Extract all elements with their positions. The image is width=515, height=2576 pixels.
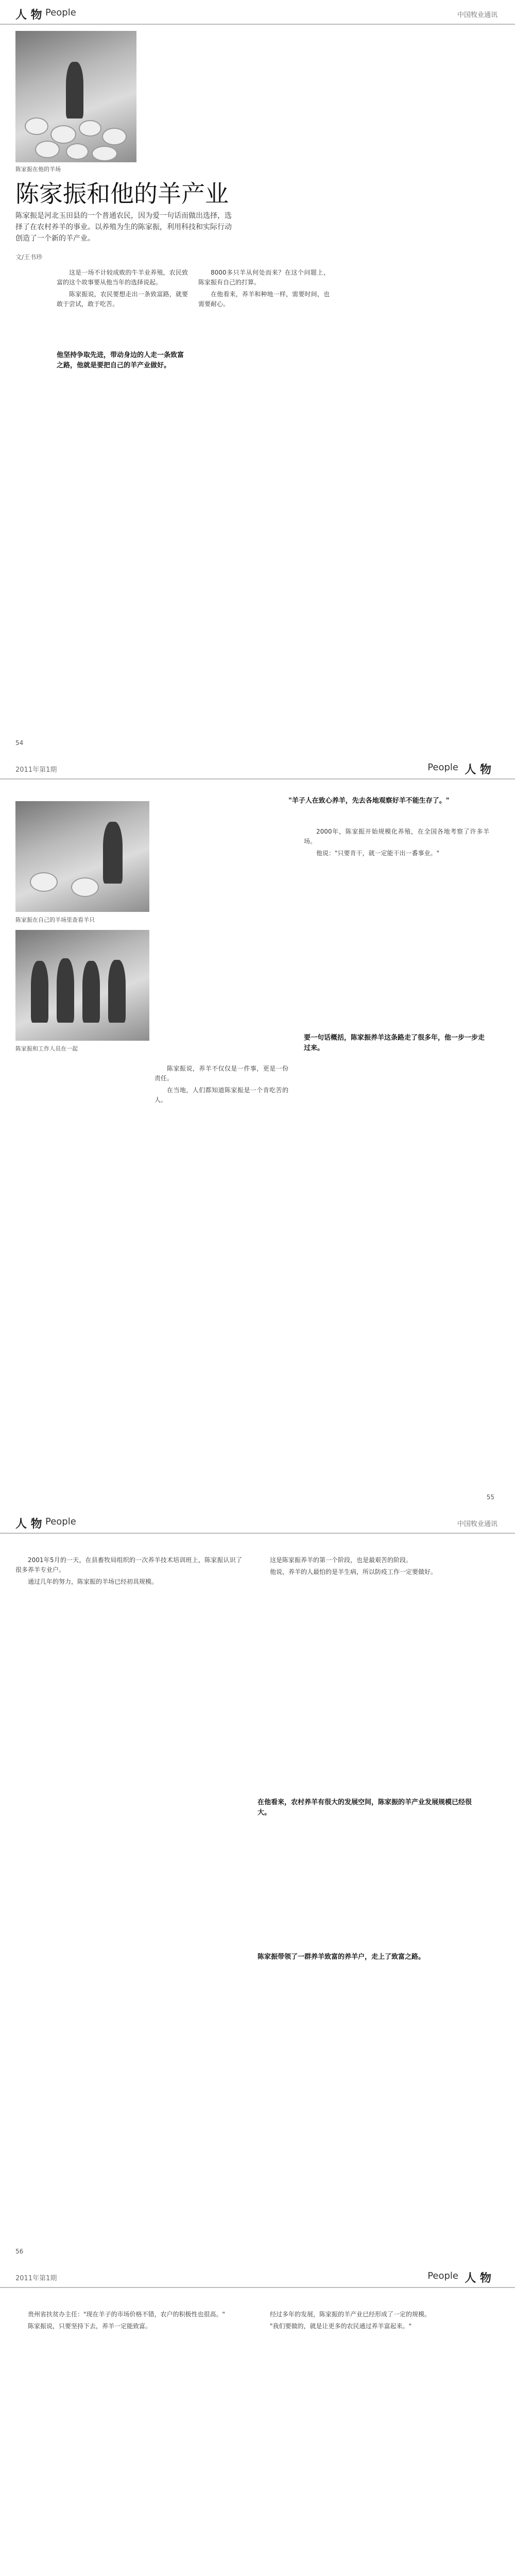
article-column-2: [258, 1555, 484, 1579]
paragraph: 2001年5月的一天，在县畜牧局组织的一次养羊技术培训班上，陈家振认识了很多养羊专业户。: [15, 1556, 242, 1573]
article-column-1: [15, 2310, 242, 2333]
section-subhead-2: 陈家振带领了一群养羊致富的养羊户，走上了致富之路。: [258, 1953, 425, 1961]
page-55: [0, 755, 515, 1509]
section-subhead-1: 在他看来，农村养羊有很大的发展空间，陈家振的羊产业发展规模已经很大。: [258, 1799, 472, 1817]
article-title: 陈家振和他的羊产业: [15, 180, 229, 208]
issue-label: 2011年第1期: [15, 766, 57, 774]
page-56: [0, 1509, 515, 2263]
article-column-2: [258, 2310, 484, 2333]
paragraph: 经过多年的发展，陈家振的羊产业已经形成了一定的规模。: [270, 2311, 431, 2318]
section-title-en: People: [427, 762, 458, 773]
page-header: [0, 2263, 515, 2288]
paragraph: 他说："只要肯干，就一定能干出一番事业。": [316, 850, 440, 857]
page-54: [0, 0, 515, 755]
section-subhead: 要一句话概括，陈家振养羊这条路走了很多年，他一步一步走过来。: [304, 1034, 485, 1052]
page-header: [0, 755, 515, 779]
section-title-cn: 人 物: [15, 9, 42, 22]
paragraph: 贵州省扶贫办主任："现在羊子的市场价格不错，农户的积极性也很高。": [28, 2311, 226, 2318]
publication-name: 中国牧业通讯: [457, 1520, 497, 1528]
paragraph: 陈家振说，养羊不仅仅是一件事，更是一份责任。: [154, 1065, 288, 1082]
page-number: 55: [486, 1494, 494, 1501]
group-photo: [15, 930, 149, 1041]
highlight-subhead: 他坚持争取先进，带动身边的人走一条致富之路，他就是要把自己的羊产业做好。: [57, 351, 184, 369]
photo-caption-1: 陈家振在自己的羊场里查看羊只: [15, 917, 95, 923]
paragraph: 陈家振说，只要坚持下去，养羊一定能致富。: [28, 2323, 152, 2330]
article-column-1: [15, 1555, 242, 1589]
article-column-left: [154, 1064, 288, 1107]
byline: 文/王书珍: [15, 253, 43, 261]
article-lead: 陈家振是河北玉田县的一个普通农民，因为爱一句话而做出选择，选择了在农村养羊的事业。以养殖为生的陈家振，利用科技和实际行动创造了一个新的羊产业。: [15, 212, 232, 243]
issue-label: 2011年第1期: [15, 2275, 57, 2282]
publication-name: 中国牧业通讯: [457, 11, 497, 19]
pull-quote: "羊子人在致心养羊，先去各地观察好羊不能生存了。": [288, 797, 450, 805]
page-57: [0, 2263, 515, 2576]
page-header: [0, 0, 515, 25]
article-column-1: [57, 268, 188, 311]
section-title-en: People: [45, 1516, 76, 1527]
sheep-farm-photo: [15, 31, 136, 162]
article-column-right: [304, 827, 489, 860]
page-number: 54: [15, 739, 24, 747]
section-title-en: People: [427, 2270, 458, 2281]
page-header: [0, 1509, 515, 1534]
photo-caption-2: 陈家振和工作人员在一起: [15, 1045, 78, 1052]
paragraph: 这是陈家振养羊的第一个阶段，也是最艰苦的阶段。: [270, 1556, 413, 1564]
paragraph: 陈家振说，农民要想走出一条致富路，就要敢于尝试，敢于吃苦。: [57, 291, 188, 308]
section-title-cn: 人 物: [465, 764, 491, 776]
page-number: 56: [15, 2248, 24, 2255]
section-title-cn: 人 物: [465, 2272, 491, 2285]
section-title-cn: 人 物: [15, 1518, 42, 1531]
paragraph: 他说，养羊的人最怕的是羊生病，所以防疫工作一定要做好。: [270, 1568, 437, 1575]
paragraph: 通过几年的努力，陈家振的羊场已经初具规模。: [28, 1578, 158, 1585]
article-column-2: [198, 268, 330, 311]
paragraph: "我们要做的，就是让更多的农民通过养羊富起来。": [270, 2323, 412, 2330]
paragraph: 这是一场不计较成败的牛羊业养殖，农民致富的这个故事要从他当年的选择说起。: [57, 269, 188, 286]
photo-caption: 陈家振在他的羊场: [15, 166, 61, 173]
paragraph: 在他看来，养羊和种地一样，需要时间，也需要耐心。: [198, 291, 330, 308]
paragraph: 2000年，陈家振开始规模化养殖，在全国各地考察了许多羊场。: [304, 828, 489, 845]
farm-inspection-photo: [15, 801, 149, 912]
paragraph: 在当地，人们都知道陈家振是一个肯吃苦的人。: [154, 1087, 288, 1104]
section-title-en: People: [45, 7, 76, 18]
paragraph: 8000多只羊从何处而来？在这个问题上，陈家振有自己的打算。: [198, 269, 330, 286]
